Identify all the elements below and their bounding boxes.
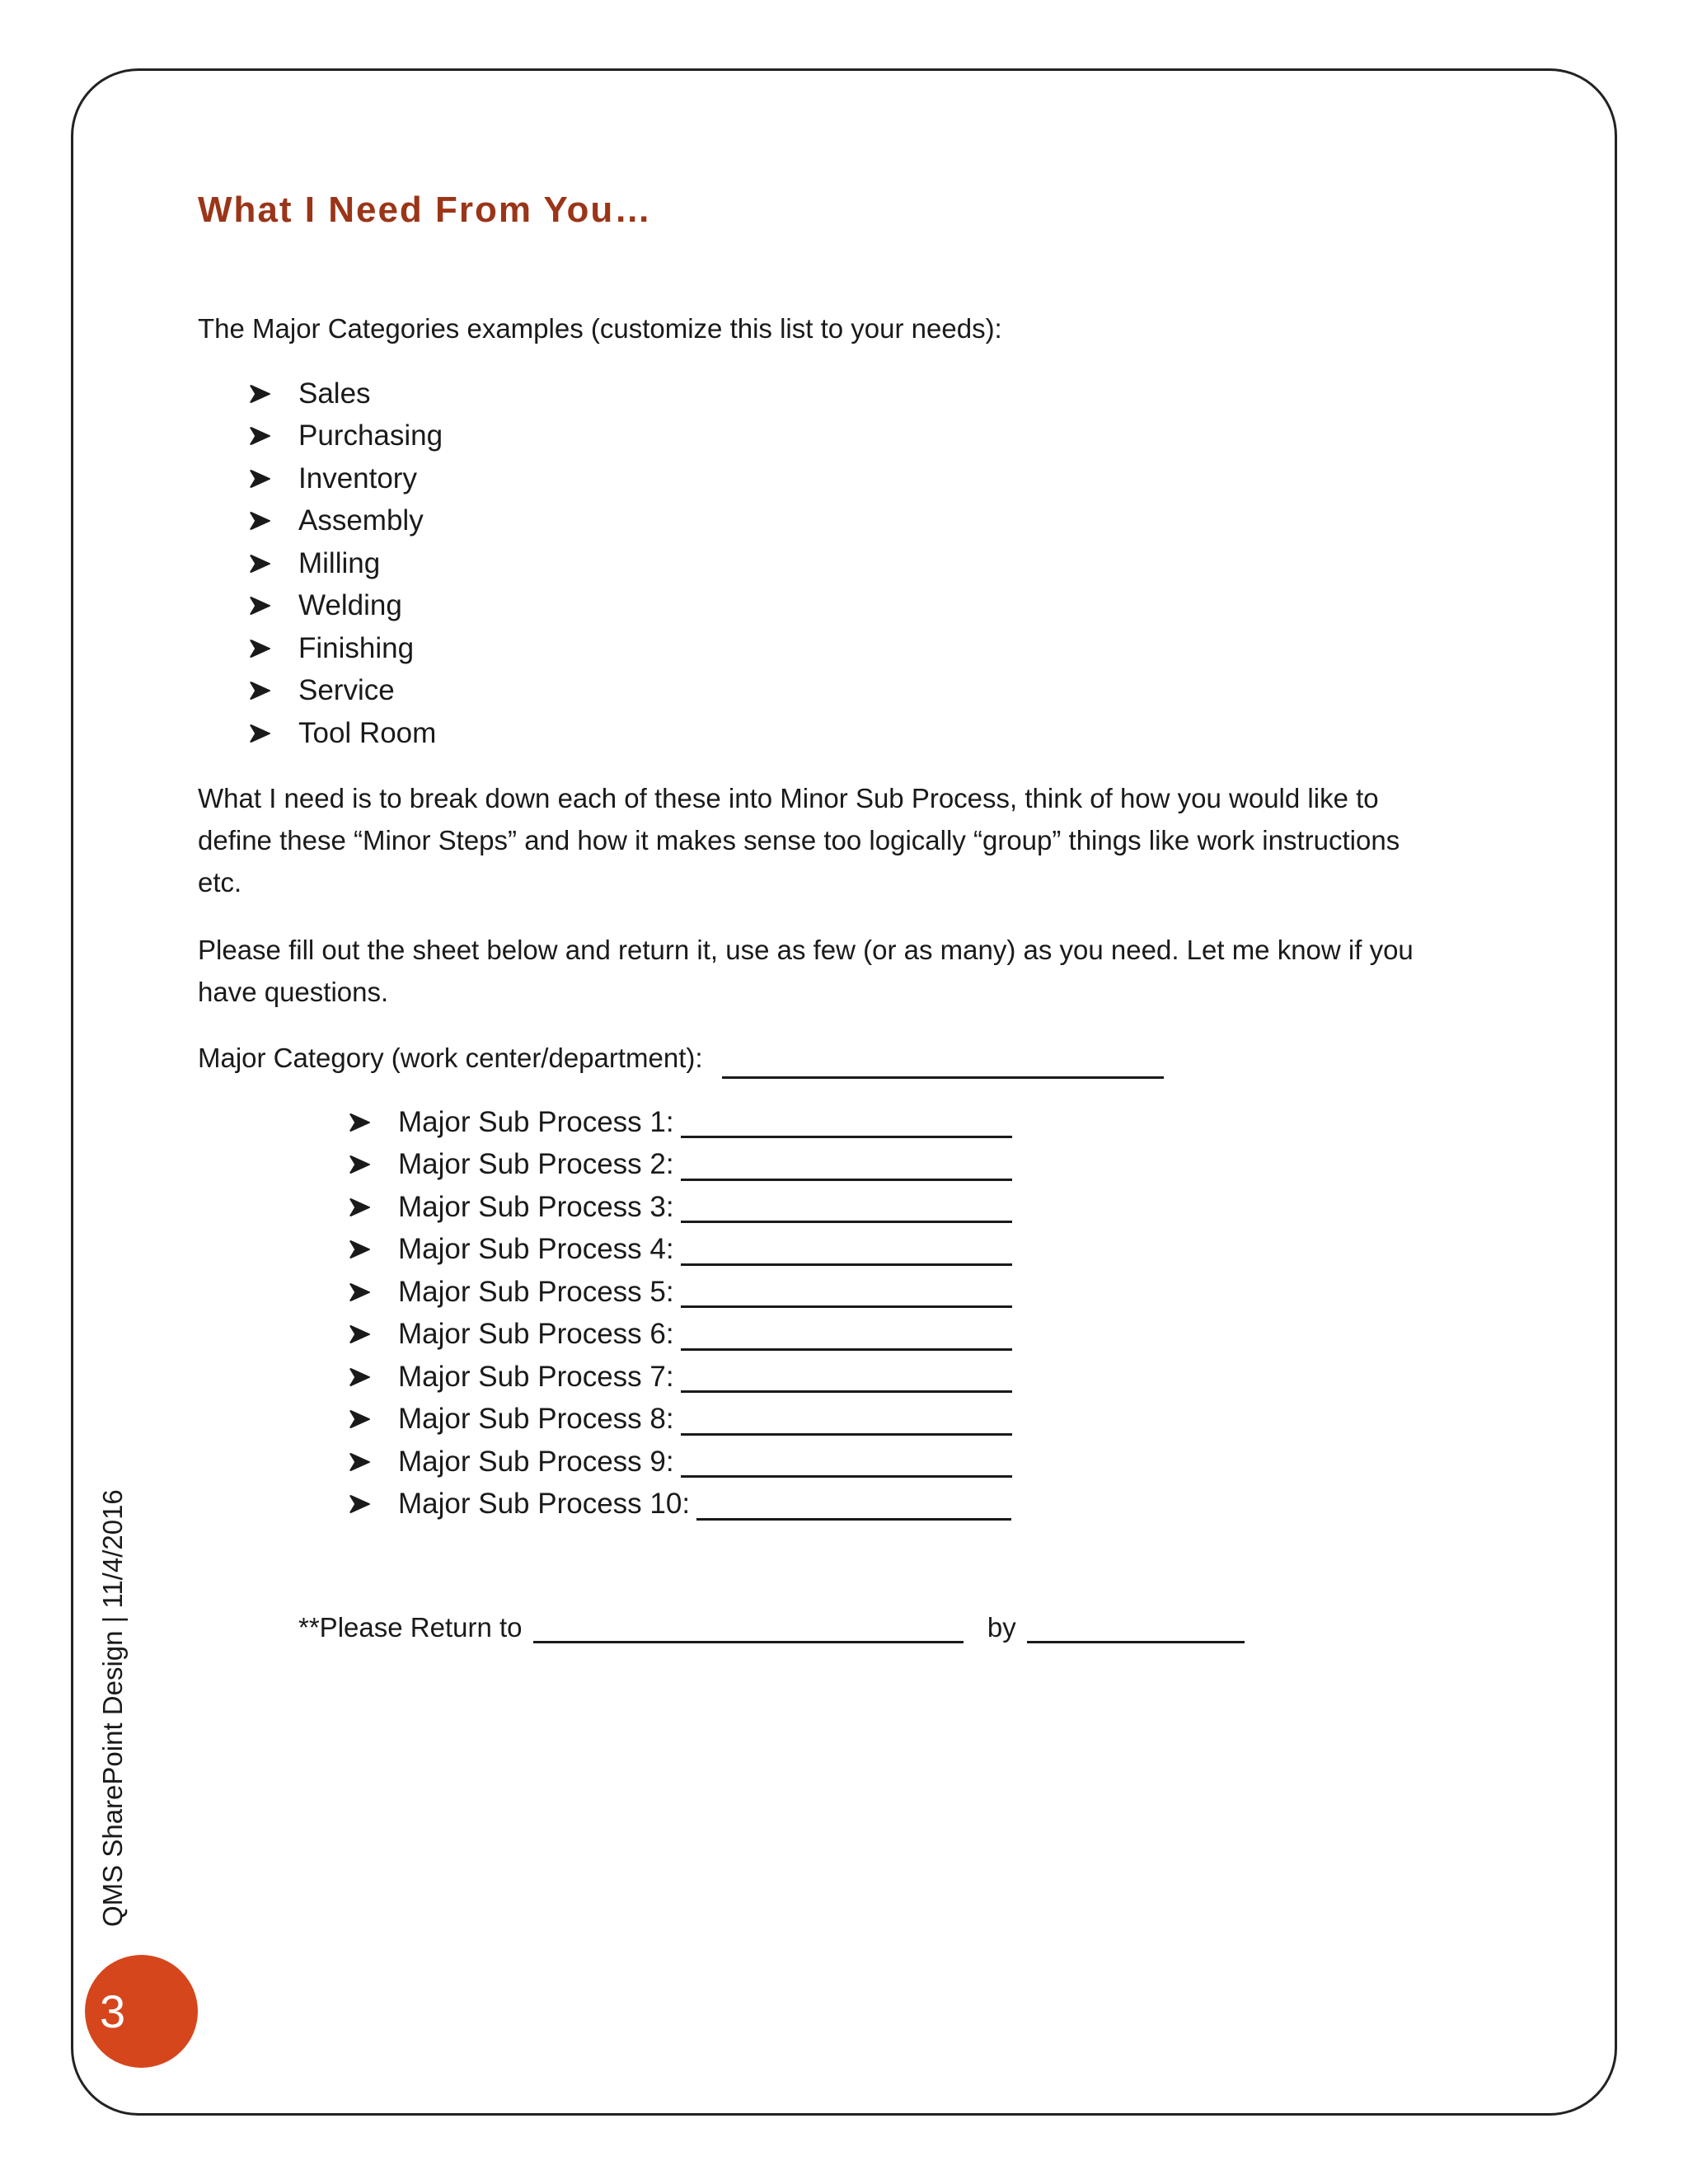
sub-process-item	[349, 1441, 1012, 1483]
category-label: Service	[298, 674, 395, 707]
return-label: **Please Return to	[298, 1612, 523, 1643]
category-label: Welding	[298, 589, 402, 622]
category-item	[249, 542, 443, 585]
sub-process-label: Major Sub Process 6:	[398, 1318, 674, 1351]
sub-process-item	[349, 1356, 1012, 1399]
intro-text: The Major Categories examples (customize this list to your needs):	[198, 313, 1002, 344]
category-item	[249, 373, 443, 415]
by-label: by	[987, 1612, 1016, 1643]
return-to-blank[interactable]	[533, 1611, 964, 1643]
sub-process-item	[349, 1101, 1012, 1144]
arrow-bullet-icon	[349, 1239, 370, 1260]
sub-process-blank[interactable]	[681, 1276, 1012, 1308]
category-label: Finishing	[298, 631, 415, 664]
sub-process-item	[349, 1483, 1012, 1526]
category-label: Tool Room	[298, 716, 437, 749]
instructions-line: What I need is to break down each of these into Minor Sub Process, think of how you would like to	[198, 783, 1379, 813]
major-category-blank[interactable]	[722, 1047, 1164, 1079]
arrow-bullet-icon	[249, 553, 270, 574]
sub-process-item	[349, 1399, 1012, 1441]
arrow-bullet-icon	[349, 1112, 370, 1133]
sub-process-item	[349, 1186, 1012, 1229]
category-label: Milling	[298, 546, 381, 579]
by-date-blank[interactable]	[1027, 1611, 1245, 1643]
sub-process-blank[interactable]	[681, 1319, 1012, 1351]
sub-process-label: Major Sub Process 2:	[398, 1148, 674, 1181]
sub-process-blank[interactable]	[696, 1488, 1011, 1521]
arrow-bullet-icon	[249, 595, 270, 616]
instructions-paragraph	[198, 777, 1484, 903]
fill-out-line: have questions.	[198, 977, 389, 1007]
sub-process-label: Major Sub Process 4:	[398, 1233, 674, 1266]
category-item	[249, 712, 443, 755]
arrow-bullet-icon	[249, 383, 270, 405]
arrow-bullet-icon	[349, 1451, 370, 1473]
sub-process-label: Major Sub Process 1:	[398, 1105, 674, 1138]
category-item	[249, 457, 443, 500]
arrow-bullet-icon	[249, 425, 270, 447]
major-category-row	[198, 1037, 1484, 1079]
arrow-bullet-icon	[349, 1197, 370, 1218]
arrow-bullet-icon	[349, 1154, 370, 1175]
sub-process-blank[interactable]	[681, 1106, 1012, 1138]
arrow-bullet-icon	[249, 680, 270, 701]
sub-process-label: Major Sub Process 8:	[398, 1403, 674, 1436]
arrow-bullet-icon	[349, 1493, 370, 1515]
sub-process-blank[interactable]	[681, 1191, 1012, 1223]
footer-text: QMS SharePoint Design | 11/4/2016	[97, 1489, 128, 1927]
sub-process-label: Major Sub Process 9:	[398, 1445, 674, 1478]
category-label: Inventory	[298, 462, 417, 494]
sub-process-list	[349, 1101, 1012, 1526]
arrow-bullet-icon	[249, 723, 270, 744]
instructions-line: define these “Minor Steps” and how it makes sense too logically “group” things like work instructions	[198, 825, 1400, 855]
sub-process-label: Major Sub Process 10:	[398, 1488, 691, 1521]
category-item	[249, 627, 443, 670]
sub-process-blank[interactable]	[681, 1446, 1012, 1478]
category-label: Assembly	[298, 504, 424, 537]
category-list	[249, 373, 443, 755]
sub-process-label: Major Sub Process 7:	[398, 1360, 674, 1393]
sub-process-blank[interactable]	[681, 1234, 1012, 1266]
page-number: 3	[85, 1955, 198, 2068]
arrow-bullet-icon	[349, 1408, 370, 1430]
sub-process-item	[349, 1271, 1012, 1314]
return-row	[298, 1611, 1245, 1643]
arrow-bullet-icon	[249, 638, 270, 659]
category-label: Sales	[298, 377, 371, 410]
arrow-bullet-icon	[249, 468, 270, 490]
category-item	[249, 670, 443, 713]
arrow-bullet-icon	[249, 510, 270, 532]
sub-process-item	[349, 1314, 1012, 1357]
instructions-line: etc.	[198, 867, 242, 898]
sub-process-item	[349, 1229, 1012, 1272]
arrow-bullet-icon	[349, 1324, 370, 1345]
sub-process-label: Major Sub Process 5:	[398, 1275, 674, 1308]
category-item	[249, 500, 443, 543]
fill-out-paragraph	[198, 929, 1484, 1013]
arrow-bullet-icon	[349, 1366, 370, 1388]
sub-process-blank[interactable]	[681, 1361, 1012, 1393]
sub-process-blank[interactable]	[681, 1149, 1012, 1181]
page-title: What I Need From You…	[198, 190, 653, 230]
category-item	[249, 585, 443, 628]
category-label: Purchasing	[298, 419, 443, 452]
sub-process-blank[interactable]	[681, 1404, 1012, 1436]
category-item	[249, 415, 443, 458]
sub-process-label: Major Sub Process 3:	[398, 1190, 674, 1223]
major-category-label: Major Category (work center/department):	[198, 1043, 703, 1073]
sub-process-item	[349, 1144, 1012, 1187]
fill-out-line: Please fill out the sheet below and return it, use as few (or as many) as you need. Let me know if you	[198, 935, 1414, 965]
arrow-bullet-icon	[349, 1282, 370, 1303]
